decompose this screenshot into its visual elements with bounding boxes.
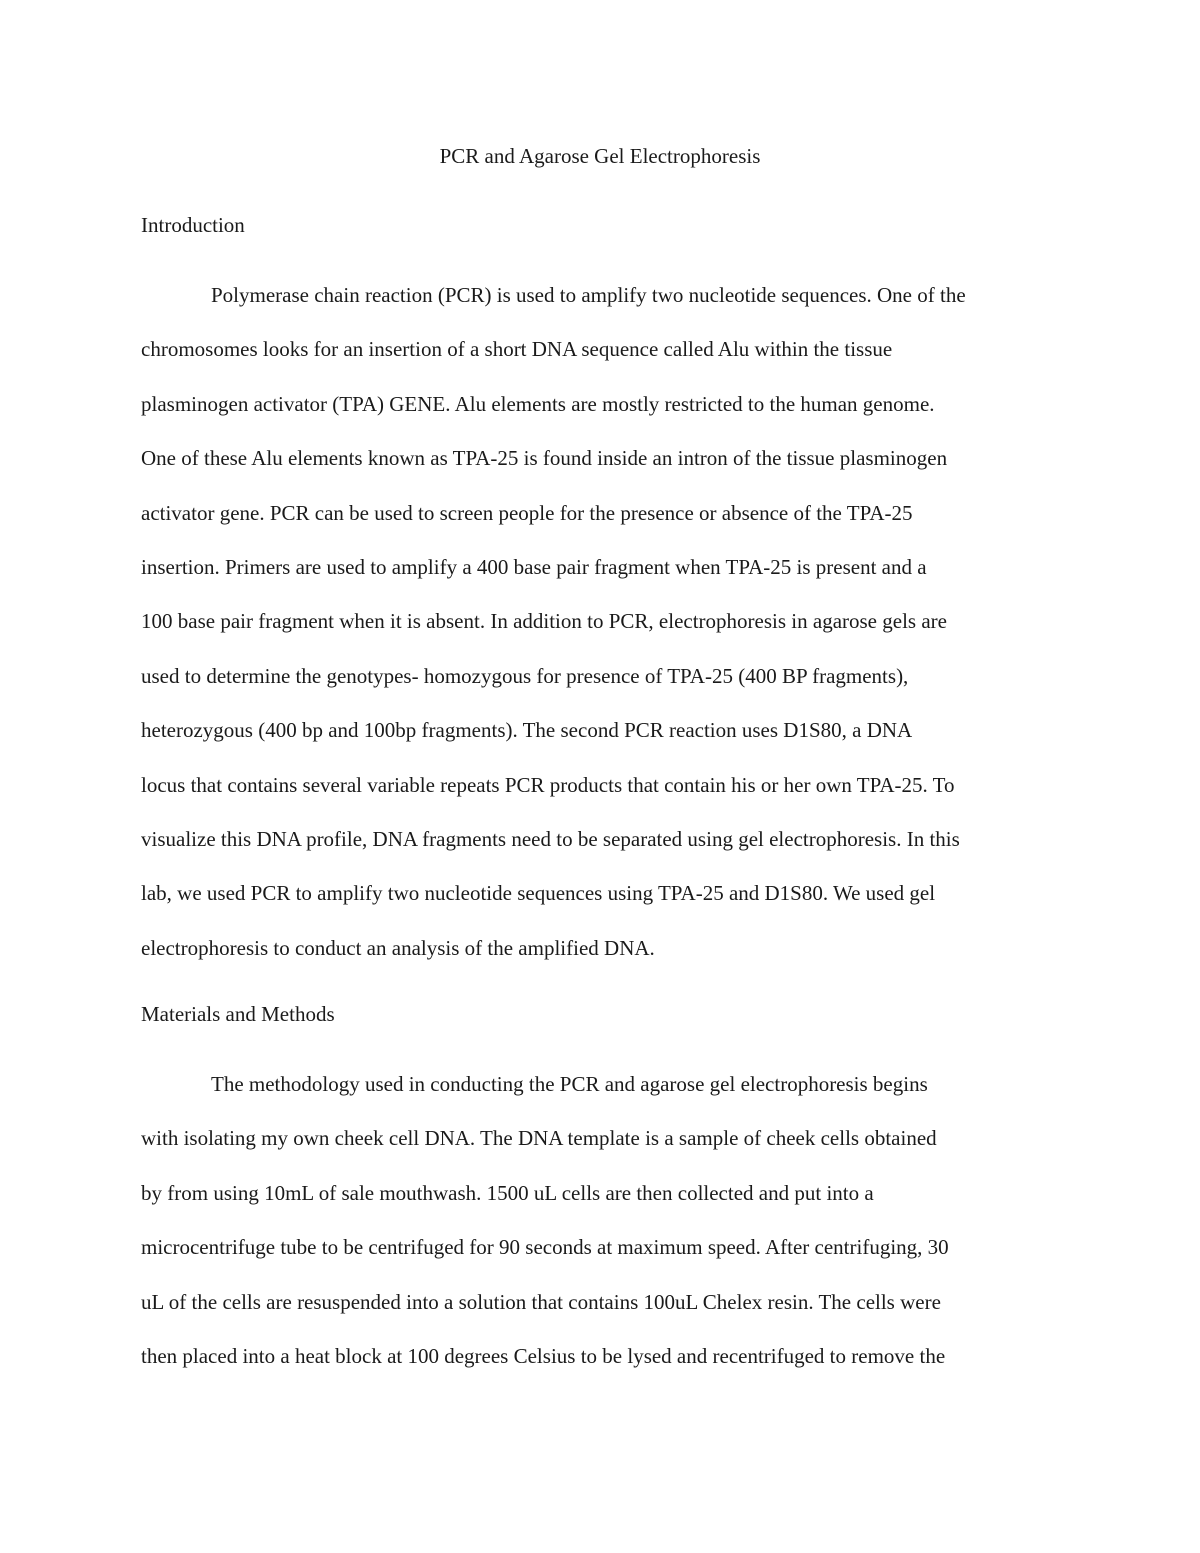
paragraph-line: Polymerase chain reaction (PCR) is used to amplify two nucleotide sequences. One of the bbox=[211, 283, 966, 307]
paragraph-line: used to determine the genotypes- homozygous for presence of TPA-25 (400 BP fragments), bbox=[141, 663, 909, 688]
section-heading-introduction: Introduction bbox=[141, 213, 245, 237]
paragraph-line: by from using 10mL of sale mouthwash. 1500 uL cells are then collected and put into a bbox=[141, 1180, 874, 1205]
paragraph-line: locus that contains several variable repeats PCR products that contain his or her own TPA-25. To bbox=[141, 772, 955, 797]
paragraph-line: activator gene. PCR can be used to screen people for the presence or absence of the TPA-25 bbox=[141, 500, 913, 525]
paragraph-line: electrophoresis to conduct an analysis of the amplified DNA. bbox=[141, 935, 655, 960]
methods-paragraph bbox=[141, 1069, 1061, 1395]
paragraph-line: uL of the cells are resuspended into a solution that contains 100uL Chelex resin. The cells were bbox=[141, 1289, 941, 1314]
introduction-paragraph bbox=[141, 280, 1061, 987]
paragraph-line: plasminogen activator (TPA) GENE. Alu elements are mostly restricted to the human genome. bbox=[141, 391, 935, 416]
paragraph-line: 100 base pair fragment when it is absent. In addition to PCR, electrophoresis in agarose gels are bbox=[141, 609, 947, 634]
paragraph-line: The methodology used in conducting the PCR and agarose gel electrophoresis begins bbox=[211, 1072, 928, 1096]
paragraph-line: then placed into a heat block at 100 degrees Celsius to be lysed and recentrifuged to remove the bbox=[141, 1343, 946, 1368]
section-heading-materials-and-methods: Materials and Methods bbox=[141, 1002, 335, 1026]
paragraph-line: lab, we used PCR to amplify two nucleotide sequences using TPA-25 and D1S80. We used gel bbox=[141, 881, 936, 906]
paragraph-line: One of these Alu elements known as TPA-25 is found inside an intron of the tissue plasminogen bbox=[141, 446, 948, 471]
document-title: PCR and Agarose Gel Electrophoresis bbox=[439, 144, 761, 168]
paragraph-line: with isolating my own cheek cell DNA. The DNA template is a sample of cheek cells obtained bbox=[141, 1126, 937, 1151]
paragraph-line: chromosomes looks for an insertion of a short DNA sequence called Alu within the tissue bbox=[141, 337, 893, 362]
paragraph-line: insertion. Primers are used to amplify a 400 base pair fragment when TPA-25 is present and a bbox=[141, 554, 927, 579]
paragraph-line: visualize this DNA profile, DNA fragments need to be separated using gel electrophoresis. In this bbox=[141, 826, 960, 851]
paragraph-line: microcentrifuge tube to be centrifuged for 90 seconds at maximum speed. After centrifuging, 30 bbox=[141, 1235, 949, 1260]
paragraph-line: heterozygous (400 bp and 100bp fragments). The second PCR reaction uses D1S80, a DNA bbox=[141, 718, 913, 743]
